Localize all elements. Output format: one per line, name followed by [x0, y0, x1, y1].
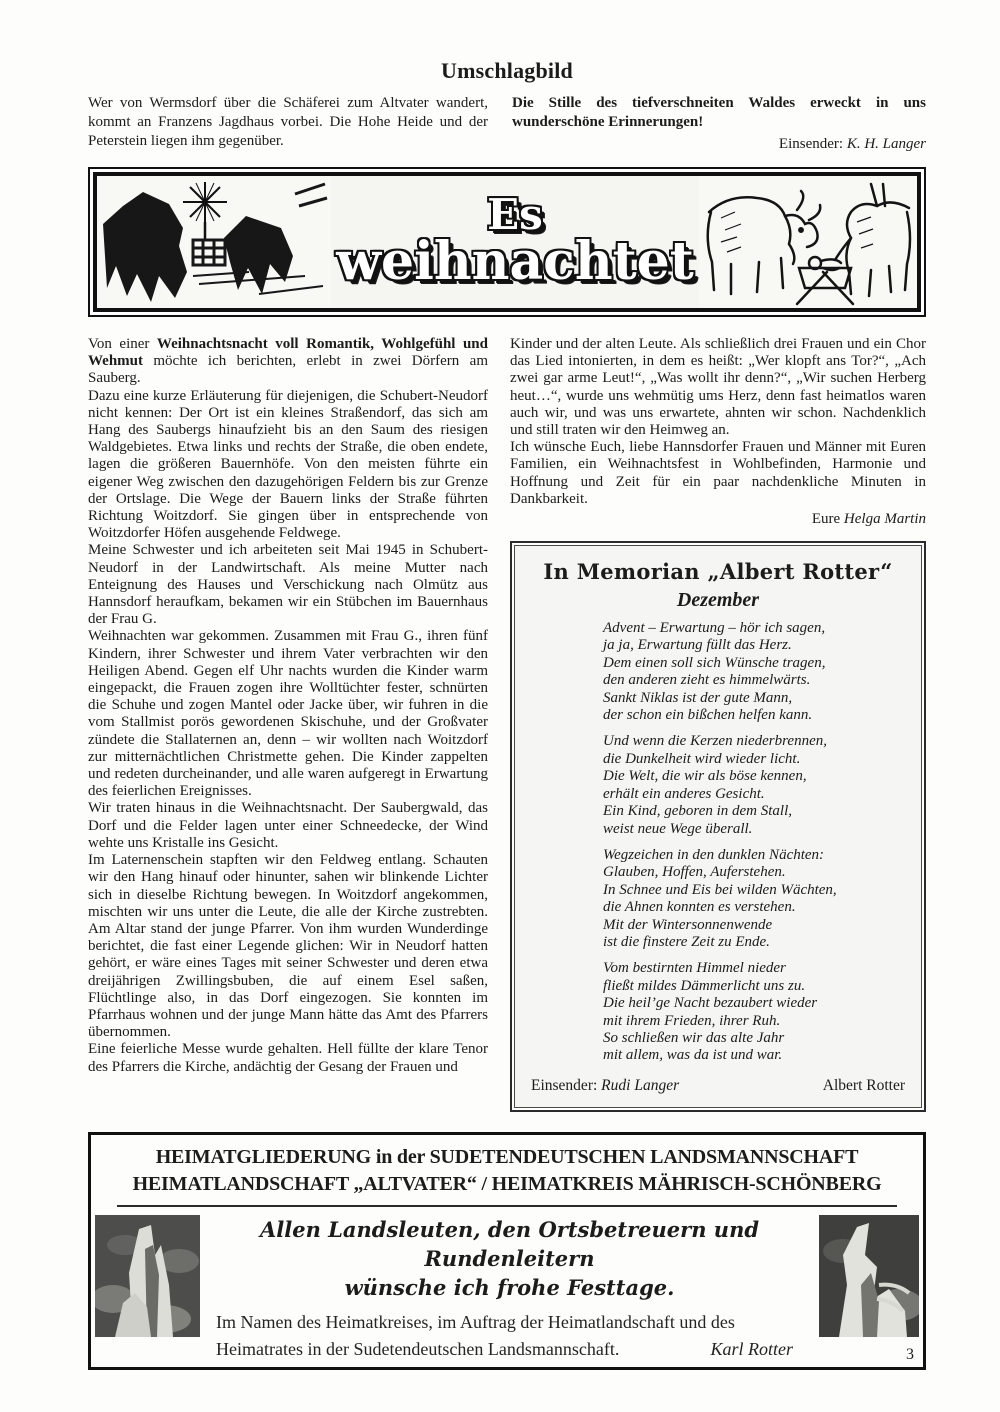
article-left-paragraphs: [88, 388, 488, 1076]
memorial-box-frame: [514, 545, 922, 1108]
footer-body-line2-row: [216, 1336, 803, 1363]
signoff-prefix: Eure: [811, 511, 844, 528]
article-lead-paragraph: [88, 336, 488, 388]
heimatgliederung-box: [88, 1132, 926, 1370]
banner-frame: [93, 172, 921, 312]
poem-line: ja ja, Erwartung füllt das Herz.: [603, 637, 792, 654]
poem-line: Dem einen soll sich Wünsche tragen,: [603, 654, 826, 671]
poem-line: Wegzeichen in den dunklen Nächten:: [603, 846, 825, 863]
memorial-title: In Memorian „Albert Rotter“: [543, 559, 893, 585]
submitter-name: K. H. Langer: [846, 136, 926, 152]
page-title: Umschlagbild: [441, 58, 573, 83]
poem-line: Die heil’ge Nacht bezaubert wieder: [603, 995, 818, 1012]
poem-line: der schon ein bißchen helfen kann.: [603, 707, 813, 724]
submitter-label: Einsender:: [778, 136, 847, 152]
poem-line: die Dunkelheit wird wieder licht.: [603, 750, 801, 767]
footer-body-line2: Heimatrates in der Sudetendeutschen Landsmannschaft.: [216, 1338, 620, 1359]
poem-line: Und wenn die Kerzen niederbrennen,: [603, 733, 827, 750]
memorial-footer: [531, 1077, 905, 1095]
footer-greeting-line1: Allen Landsleuten, den Ortsbetreuern und Rundenleitern: [259, 1216, 760, 1271]
stable-woodcut-image: [97, 176, 331, 308]
memorial-submitter-label: Einsender:: [531, 1076, 602, 1094]
footer-box-heading: [91, 1135, 923, 1205]
poem-stanza: [603, 733, 905, 837]
lead-suffix: möchte ich berichten, erlebt in zwei Dörfern am Sauberg.: [88, 353, 488, 387]
article-right-paragraphs: [510, 336, 926, 508]
article-paragraph: Wir traten hinaus in die Weihnachtsnacht. Der Saubergwald, das Dorf und die Felder lagen unter einer Schneedecke, der Wind wehte uns Kristalle ins Gesicht.: [88, 800, 488, 851]
footer-body-line1: Im Namen des Heimatkreises, im Auftrag der Heimatlandschaft und des: [216, 1311, 735, 1332]
poem-line: Glauben, Hoffen, Auferstehen.: [603, 864, 786, 881]
footer-greeting: [216, 1215, 803, 1302]
poem-line: Mit der Wintersonnenwende: [603, 916, 773, 933]
poem-line: mit ihrem Frieden, ihrer Ruh.: [603, 1012, 781, 1029]
footer-signature: Karl Rotter: [710, 1338, 793, 1359]
poem-line: Vom bestirnten Himmel nieder: [603, 960, 786, 977]
poem-stanza: [603, 960, 905, 1064]
footer-heading-line2: HEIMATLANDSCHAFT „ALTVATER“ / HEIMATKREIS MÄHRISCH-SCHÖNBERG: [132, 1172, 882, 1195]
poem-line: die Ahnen konnten es verstehen.: [603, 899, 796, 916]
poem-line: erhält ein anderes Gesicht.: [603, 785, 765, 802]
article-left-column: [88, 336, 488, 1112]
winter-photo-right: [819, 1215, 919, 1337]
article-paragraph: Dazu eine kurze Erläuterung für diejenigen, die Schubert-Neudorf nicht kennen: Der Ort ist ein kleines Straßendorf, das sich am Hang des Saubergs hinaufzieht bis an den Saum des riesigen Waldgebietes. Etwa links und rechts der Straße, die oben endete, lagen die größeren Bauernhöfe. Von den meisten führte ein eigener Weg zwischen den dazugehörigen Feldern bis zur Grenze der Ortslage. Die Wege der Bauern links der Straße führten Richtung Woitzdorf. Sie gingen über in entsprechende von Woitzdorfer Höfen ausgehende Feldwege.: [88, 387, 488, 542]
poem-stanza: [603, 847, 905, 951]
memorial-box: [510, 541, 926, 1112]
banner-title-line1: Es: [487, 190, 543, 239]
footer-box-text: [212, 1215, 807, 1363]
memorial-poem: [531, 620, 905, 1065]
article-paragraph: Weihnachten war gekommen. Zusammen mit Frau G., ihren fünf Kindern, ihrer Schwester und ihrem Vater verbrachten wir den Heiligen Abend. Gegen elf Uhr nachts wurden die Kinder warm eingepackt, die Frauen zogen ihre Wolltüchter fester, schnürten die Schuhe und zogen Mantel oder Jacke über, wir fuhren in die vom Stallmist porös gewordenen Skischuhe, und der Großvater zündete die Stallaternen an, denn – wir wollten nach Woitzdorf zur mitternächtlichen Christmette gehen. Die Kinder zappelten und redeten durcheinander, und alle waren aufgeregt in Erwartung des feierlichen Ereignisses.: [88, 628, 488, 800]
footer-body-text: [216, 1309, 803, 1363]
poem-line: Die Welt, die wir als böse kennen,: [603, 768, 807, 785]
article-paragraph: Ich wünsche Euch, liebe Hannsdorfer Frauen und Männer mit Euren Familien, ein Weihnachtsfest in Wohlbefinden, Harmonie und Hoffnung und Zeit für ein paar nachdenkliche Minuten in Dankbarkeit.: [510, 439, 926, 507]
christmas-banner: [88, 167, 926, 317]
intro-section: [88, 94, 926, 154]
poem-line: Advent – Erwartung – hör ich sagen,: [603, 620, 826, 637]
footer-box-body: [91, 1207, 923, 1367]
banner-title-line2: weihnachtet: [336, 231, 694, 292]
intro-left-text: Wer von Wermsdorf über die Schäferei zum Altvater wandert, kommt an Franzens Jagdhaus vorbei. Die Hohe Heide und der Peterstein liegen ihm gegenüber.: [88, 95, 488, 149]
memorial-author: Albert Rotter: [822, 1076, 905, 1094]
article-signoff: [510, 510, 926, 528]
banner-title: [331, 176, 699, 308]
page-number: 3: [906, 1346, 914, 1363]
article-right-column: [510, 336, 926, 1112]
signoff-name: Helga Martin: [843, 511, 926, 528]
article-body: [88, 336, 926, 1112]
article-paragraph: Im Laternenschein stapften wir den Feldweg entlang. Schauten wir den Hang hinauf oder hinunter, sahen wir blinkende Lichter sich in dieselbe Richtung bewegen. In Woitzdorf angekommen, mischten wir uns unter die Leute, die alle der Kirche zustrebten. Am Altar stand der junge Pfarrer. Von ihm wurden Wunderdinge berichtet, die fast einer Legende glichen: Wir in Neudorf hatten gehört, er wäre eines Tages mit seiner Schwester und deren etwa dreijährigen Zwillingsbuben, die auf einem Esel saßen, Flüchtlinge also, in das Dorf eingezogen. Sie konnten im Pfarrhaus wohnen und der junge Mann hätte das Amt des Pfarrers übernommen.: [88, 852, 488, 1041]
lead-prefix: Von einer: [88, 336, 157, 352]
poem-line: weist neue Wege überall.: [603, 820, 753, 837]
nativity-woodcut-image: [699, 176, 917, 308]
poem-line: den anderen zieht es himmelwärts.: [603, 672, 811, 689]
poem-stanza: [603, 620, 905, 724]
poem-line: So schließen wir das alte Jahr: [603, 1029, 785, 1046]
intro-right-text: Die Stille des tiefverschneiten Waldes erweckt in uns wunderschöne Erinnerungen!: [512, 95, 926, 130]
poem-line: In Schnee und Eis bei wilden Wächten,: [603, 881, 837, 898]
intro-right-column: [512, 94, 926, 154]
article-paragraph: Kinder und der alten Leute. Als schließlich drei Frauen und ein Chor das Lied intonierten, in dem es heißt: „Wer klopft ans Tor?“, „Ach zwei gar arme Leut!“, „Was wollt ihr denn?“, „Wir suchen Herberg heut…“, wurde uns wehmütig ums Herz, denn fast heimatlos waren auch wir, und was uns erwartete, ahnten wir schon. Nachdenklich und still traten wir den Heimweg an.: [510, 336, 926, 439]
footer-greeting-line2: wünsche ich frohe Festtage.: [344, 1274, 675, 1300]
poem-line: Ein Kind, geboren in dem Stall,: [603, 803, 793, 820]
poem-line: fließt mildes Dämmerlicht uns zu.: [603, 977, 806, 994]
winter-photo-left: [95, 1215, 200, 1337]
poem-line: Sankt Niklas ist der gute Mann,: [603, 689, 793, 706]
memorial-submitter-line: [531, 1077, 679, 1095]
star-icon: [183, 182, 227, 222]
poem-line: mit allem, was da ist und war.: [603, 1047, 783, 1064]
article-paragraph: Meine Schwester und ich arbeiteten seit Mai 1945 in Schubert-Neudorf in der Landwirtschaft. Als meine Mutter nach Enteignung des Hauses und Verschickung nach Olmütz aus Hannsdorf heraufkam, bekamen wir ein Stübchen im Bauernhaus der Frau G.: [88, 542, 488, 628]
lead-bold: Weihnachtsnacht voll Romantik, Wohlgefühl und Wehmut: [88, 336, 488, 370]
poem-line: ist die finstere Zeit zu Ende.: [603, 933, 770, 950]
memorial-submitter-name: Rudi Langer: [601, 1076, 680, 1094]
article-paragraph: Eine feierliche Messe wurde gehalten. Hell füllte der klare Tenor des Pfarrers die Kirche, andächtig der Gesang der Frauen und: [88, 1041, 488, 1075]
memorial-subtitle: Dezember: [676, 589, 760, 612]
footer-heading-line1: HEIMATGLIEDERUNG in der SUDETENDEUTSCHEN LANDSMANNSCHAFT: [155, 1145, 859, 1168]
cover-submitter-line: [512, 135, 926, 154]
